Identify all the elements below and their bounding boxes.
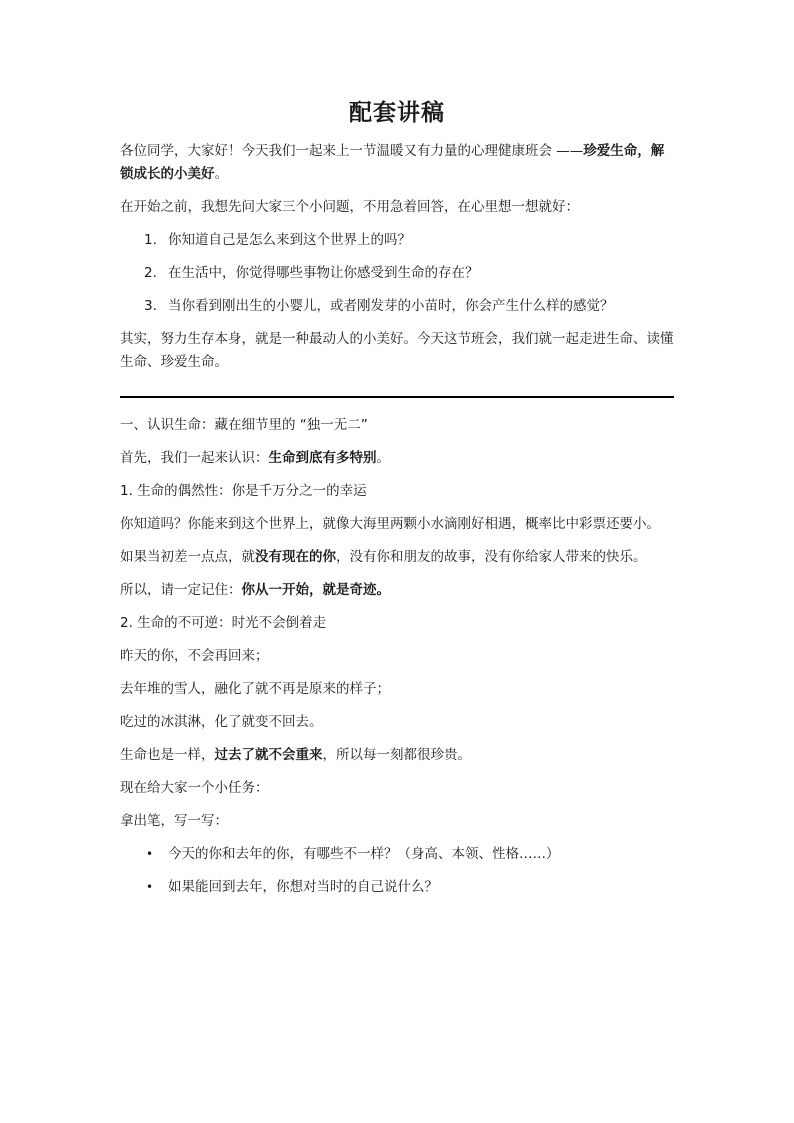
bullet-dot-icon: • [146, 880, 154, 894]
line-yesterday: 昨天的你，不会再回来； [120, 648, 269, 664]
question-text: 当你看到刚出生的小婴儿，或者刚发芽的小苗时，你会产生什么样的感觉？ [168, 298, 614, 314]
question-number: 3. [144, 298, 157, 314]
subheading-randomness: 1. 生命的偶然性：你是千万分之一的幸运 [120, 483, 367, 499]
question-text: 在生活中，你觉得哪些事物让你感受到生命的存在？ [168, 265, 479, 281]
bullet-text: 今天的你和去年的你，有哪些不一样？（身高、本领、性格……） [168, 846, 560, 862]
write-paragraph: 拿出笔，写一写： [120, 813, 228, 829]
paragraph-miracle [120, 579, 674, 602]
if-not-rest: ，没有你和朋友的故事，没有你给家人带来的快乐。 [336, 549, 647, 565]
bullet-list [120, 843, 674, 899]
task-paragraph: 现在给大家一个小任务： [120, 780, 269, 796]
page-title: 配套讲稿 [349, 100, 445, 126]
question-text: 你知道自己是怎么来到这个世界上的吗？ [168, 232, 411, 248]
intro-text: 各位同学，大家好！今天我们一起来上一节温暖又有力量的心理健康班会 —— [120, 143, 584, 159]
question-number: 1. [144, 232, 157, 248]
intro-theme: 珍爱生命，解锁成长的小美好 [120, 143, 665, 182]
section-intro-emphasis: 生命到底有多特别 [268, 450, 377, 466]
document-body [120, 96, 674, 909]
no-return-rest: ，所以每一刻都很珍贵。 [322, 747, 471, 763]
summary-paragraph: 其实，努力生存本身，就是一种最动人的小美好。今天这节班会，我们就一起走进生命、读懂生命、珍爱生命。 [120, 331, 674, 370]
line-icecream: 吃过的冰淇淋，化了就变不回去。 [120, 714, 323, 730]
question-item [120, 295, 674, 318]
question-list [120, 229, 674, 318]
horizontal-divider [120, 396, 674, 398]
intro-end: 。 [214, 166, 228, 182]
paragraph-no-return [120, 744, 674, 767]
paragraph-probability: 你知道吗？你能来到这个世界上，就像大海里两颗小水滴刚好相遇，概率比中彩票还要小。 [120, 516, 660, 532]
section-intro-text: 首先，我们一起来认识： [120, 450, 269, 466]
bullet-item [120, 876, 674, 899]
line-snowman: 去年堆的雪人，融化了就不再是原来的样子； [120, 681, 390, 697]
paragraph-if-not [120, 546, 674, 569]
section-intro-paragraph [120, 447, 674, 470]
question-item [120, 229, 674, 252]
section-intro-end: 。 [376, 450, 390, 466]
if-not-emphasis: 没有现在的你 [255, 549, 336, 565]
question-item [120, 262, 674, 285]
section-heading: 一、认识生命：藏在细节里的 “独一无二” [120, 417, 368, 433]
question-number: 2. [144, 265, 157, 281]
miracle-text: 所以，请一定记住： [120, 582, 242, 598]
bullet-item [120, 843, 674, 866]
subheading-irreversible: 2. 生命的不可逆：时光不会倒着走 [120, 615, 327, 631]
miracle-emphasis: 你从一开始，就是奇迹。 [241, 582, 390, 598]
if-not-text: 如果当初差一点点，就 [120, 549, 255, 565]
no-return-emphasis: 过去了就不会重来 [214, 747, 323, 763]
intro-paragraph [120, 140, 674, 186]
lead-in-paragraph: 在开始之前，我想先问大家三个小问题，不用急着回答，在心里想一想就好： [120, 199, 579, 215]
bullet-text: 如果能回到去年，你想对当时的自己说什么？ [168, 879, 438, 895]
bullet-dot-icon: • [146, 847, 154, 861]
no-return-text: 生命也是一样， [120, 747, 215, 763]
